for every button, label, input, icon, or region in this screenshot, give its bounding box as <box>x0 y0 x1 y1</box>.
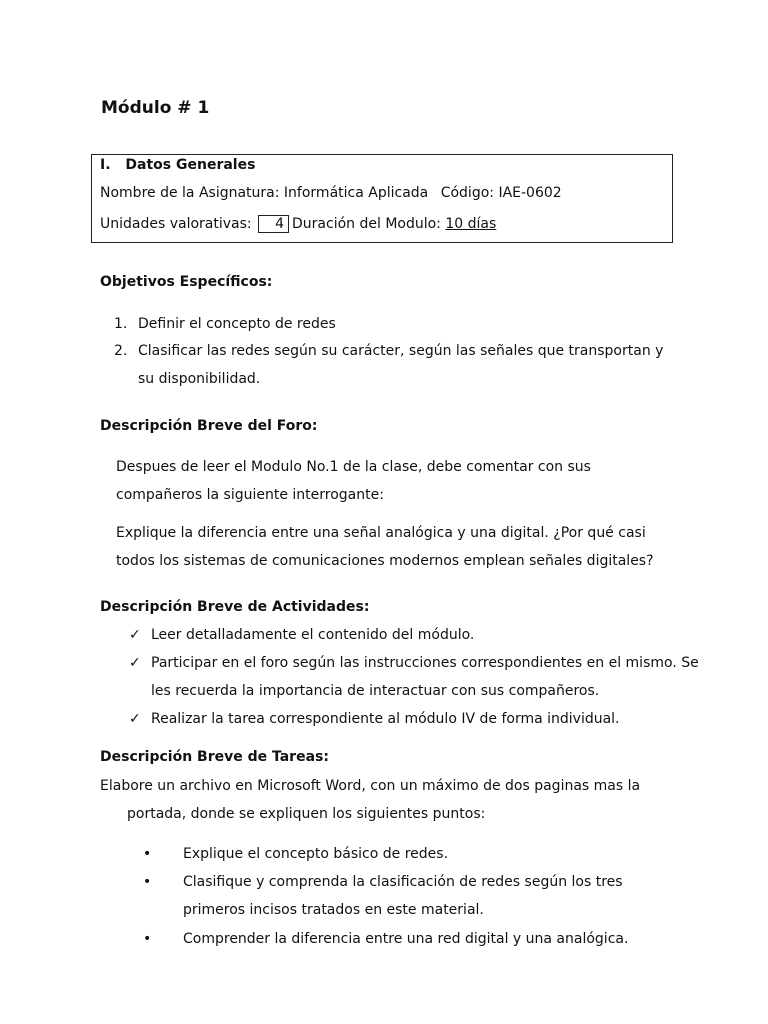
objective-item: Definir el concepto de redes <box>138 316 336 332</box>
bullet-icon: • <box>143 846 152 862</box>
forum-paragraph-line: Despues de leer el Modulo No.1 de la clase, debe comentar con sus <box>116 459 591 475</box>
activity-item: Participar en el foro según las instrucciones correspondientes en el mismo. Se <box>151 655 699 671</box>
code-label: Código: <box>440 185 494 201</box>
forum-paragraph-line: compañeros la siguiente interrogante: <box>116 487 384 503</box>
forum-heading: Descripción Breve del Foro: <box>100 418 318 434</box>
task-item-continued: primeros incisos tratados en este material. <box>183 902 484 918</box>
objective-item: Clasificar las redes según su carácter, según las señales que transportan y <box>138 343 664 359</box>
objective-item-continued: su disponibilidad. <box>138 371 261 387</box>
general-heading-number: I. <box>100 157 111 173</box>
activities-heading: Descripción Breve de Actividades: <box>100 599 370 615</box>
objectives-heading: Objetivos Específicos: <box>100 274 273 290</box>
units-value: 4 <box>258 215 289 233</box>
duration-label: Duración del Modulo: <box>292 216 441 232</box>
units-label: Unidades valorativas: <box>100 216 252 232</box>
activity-item-continued: les recuerda la importancia de interactuar con sus compañeros. <box>151 683 600 699</box>
checkmark-icon: ✓ <box>129 627 141 643</box>
objective-number: 2. <box>114 343 128 359</box>
subject-label: Nombre de la Asignatura: <box>100 185 280 201</box>
general-heading <box>100 157 255 173</box>
duration-value: 10 días <box>445 216 497 232</box>
code-value: IAE-0602 <box>498 185 562 201</box>
task-item: Explique el concepto básico de redes. <box>183 846 449 862</box>
bullet-icon: • <box>143 874 152 890</box>
checkmark-icon: ✓ <box>129 711 141 727</box>
tasks-intro-line: portada, donde se expliquen los siguientes puntos: <box>127 806 486 822</box>
activity-item: Realizar la tarea correspondiente al módulo IV de forma individual. <box>151 711 620 727</box>
page-title: Módulo # 1 <box>101 98 210 118</box>
checkmark-icon: ✓ <box>129 655 141 671</box>
subject-line <box>100 185 562 201</box>
task-item: Comprender la diferencia entre una red digital y una analógica. <box>183 931 629 947</box>
units-line <box>100 215 496 233</box>
activity-item: Leer detalladamente el contenido del módulo. <box>151 627 475 643</box>
objective-number: 1. <box>114 316 128 332</box>
forum-question-line: Explique la diferencia entre una señal analógica y una digital. ¿Por qué casi <box>116 525 646 541</box>
general-heading-text: Datos Generales <box>125 157 256 173</box>
subject-value: Informática Aplicada <box>283 185 429 201</box>
tasks-heading: Descripción Breve de Tareas: <box>100 749 329 765</box>
bullet-icon: • <box>143 931 152 947</box>
forum-question-line: todos los sistemas de comunicaciones modernos emplean señales digitales? <box>116 553 654 569</box>
tasks-intro-line: Elabore un archivo en Microsoft Word, con un máximo de dos paginas mas la <box>100 778 641 794</box>
task-item: Clasifique y comprenda la clasificación de redes según los tres <box>183 874 623 890</box>
